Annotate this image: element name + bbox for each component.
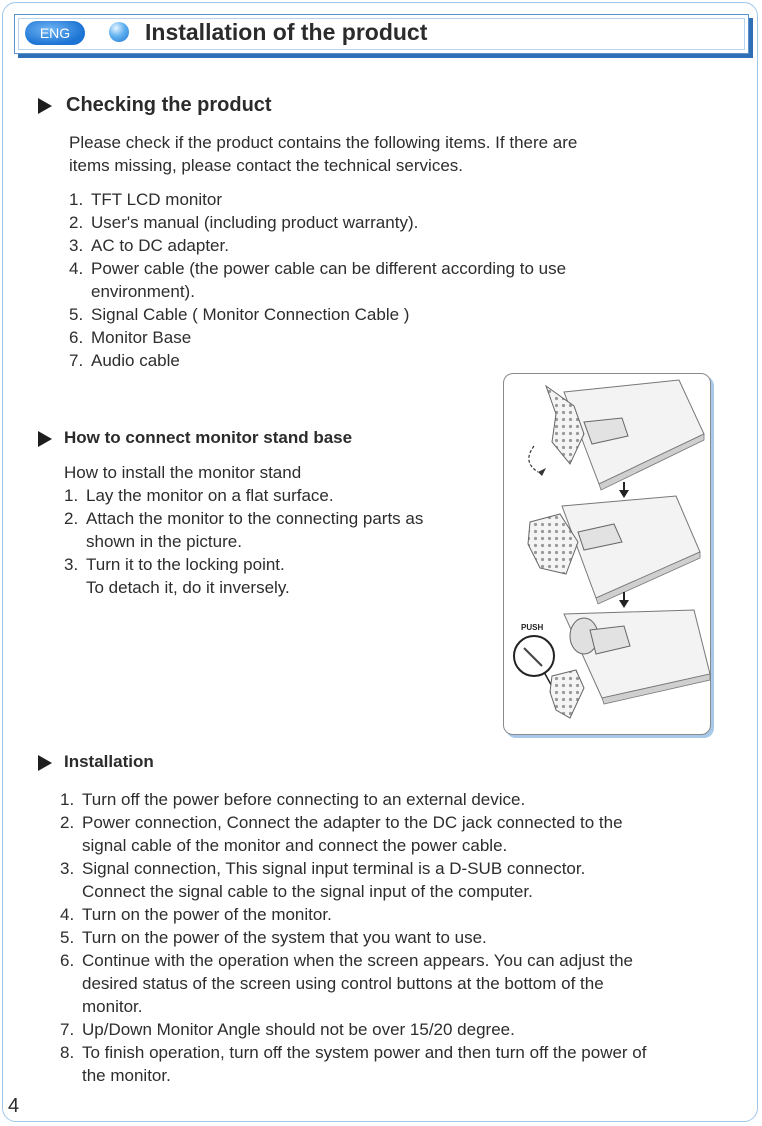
list-item-number: 1. xyxy=(64,486,79,505)
list-item-text: Lay the monitor on a flat surface. xyxy=(86,486,334,505)
list-item-text: monitor. xyxy=(82,997,143,1016)
step-2-drawing xyxy=(528,496,700,604)
list-item-number: 3. xyxy=(60,859,75,878)
list-item-number: 2. xyxy=(60,813,75,832)
stand-steps-list xyxy=(64,484,484,599)
section-heading-stand: How to connect monitor stand base xyxy=(64,428,353,447)
list-item-number: 8. xyxy=(60,1043,75,1062)
bullet-ball-icon xyxy=(109,22,129,42)
list-item-text: Audio cable xyxy=(91,351,180,370)
list-item-text: Power connection, Connect the adapter to the DC jack connected to the xyxy=(82,813,623,832)
list-item-number: 4. xyxy=(60,905,75,924)
list-item-text: To finish operation, turn off the system power and then turn off the power of xyxy=(82,1043,647,1062)
list-item-text: Turn it to the locking point. xyxy=(86,555,285,574)
arrow-down-icon xyxy=(619,482,629,498)
list-item-number: 6. xyxy=(69,328,84,347)
list-item xyxy=(64,553,484,599)
list-item-number: 5. xyxy=(69,305,84,324)
list-item-text: Connect the signal cable to the signal input of the computer. xyxy=(82,882,533,901)
push-label: PUSH xyxy=(521,623,544,632)
list-item xyxy=(60,1018,730,1041)
list-item-text: User's manual (including product warranty). xyxy=(91,213,419,232)
list-item-text: Power cable (the power cable can be different according to use xyxy=(91,259,567,278)
list-item-number: 6. xyxy=(60,951,75,970)
list-item xyxy=(60,788,730,811)
list-item-text: shown in the picture. xyxy=(86,532,242,551)
list-item-text: Turn off the power before connecting to an external device. xyxy=(82,790,526,809)
list-item-text: the monitor. xyxy=(82,1066,171,1085)
list-item-number: 3. xyxy=(69,236,84,255)
installation-steps-list xyxy=(60,788,730,1087)
list-item xyxy=(60,1041,730,1087)
list-item-number: 4. xyxy=(69,259,84,278)
list-item xyxy=(60,949,730,1018)
list-item xyxy=(69,234,669,257)
list-item xyxy=(64,484,484,507)
language-badge: ENG xyxy=(25,21,85,45)
list-item-text: To detach it, do it inversely. xyxy=(86,578,290,597)
triangle-bullet-icon xyxy=(38,98,52,114)
list-item-number: 7. xyxy=(60,1020,75,1039)
list-item-number: 1. xyxy=(69,190,84,209)
list-item-text: signal cable of the monitor and connect the power cable. xyxy=(82,836,508,855)
list-item-text: AC to DC adapter. xyxy=(91,236,229,255)
checking-intro-line2: items missing, please contact the technical services. xyxy=(69,156,464,175)
arrow-down-icon xyxy=(619,592,629,608)
stand-assembly-illustration xyxy=(503,373,711,735)
list-item-text: desired status of the screen using control buttons at the bottom of the xyxy=(82,974,604,993)
list-item xyxy=(69,349,669,372)
list-item xyxy=(60,811,730,857)
list-item xyxy=(60,857,730,903)
checking-items-list xyxy=(69,188,669,372)
list-item xyxy=(60,926,730,949)
step-1-drawing xyxy=(529,380,704,490)
list-item-number: 2. xyxy=(69,213,84,232)
list-item-text: TFT LCD monitor xyxy=(91,190,222,209)
checking-intro-line1: Please check if the product contains the following items. If there are xyxy=(69,133,578,152)
list-item-number: 1. xyxy=(60,790,75,809)
list-item-text: Continue with the operation when the screen appears. You can adjust the xyxy=(82,951,633,970)
list-item-text: Monitor Base xyxy=(91,328,192,347)
step-3-drawing xyxy=(514,610,710,718)
list-item-text: Up/Down Monitor Angle should not be over 15/20 degree. xyxy=(82,1020,515,1039)
list-item xyxy=(69,257,669,303)
section-heading-checking: Checking the product xyxy=(66,94,272,116)
page-title: Installation of the product xyxy=(145,19,428,45)
section-heading-installation: Installation xyxy=(64,752,154,771)
list-item xyxy=(69,303,669,326)
list-item-text: Signal connection, This signal input terminal is a D-SUB connector. xyxy=(82,859,586,878)
triangle-bullet-icon xyxy=(38,431,52,447)
list-item-text: Attach the monitor to the connecting parts as xyxy=(86,509,424,528)
stand-intro: How to install the monitor stand xyxy=(64,463,302,482)
list-item-number: 5. xyxy=(60,928,75,947)
list-item xyxy=(69,211,669,234)
page-number: 4 xyxy=(8,1095,20,1117)
list-item-text: Signal Cable ( Monitor Connection Cable ) xyxy=(91,305,410,324)
list-item xyxy=(69,188,669,211)
list-item-number: 2. xyxy=(64,509,79,528)
triangle-bullet-icon xyxy=(38,755,52,771)
list-item xyxy=(64,507,484,553)
list-item xyxy=(60,903,730,926)
list-item-number: 7. xyxy=(69,351,84,370)
list-item-number: 3. xyxy=(64,555,79,574)
list-item-text: Turn on the power of the system that you want to use. xyxy=(82,928,487,947)
list-item-text: Turn on the power of the monitor. xyxy=(82,905,332,924)
list-item-text: environment). xyxy=(91,282,195,301)
list-item xyxy=(69,326,669,349)
